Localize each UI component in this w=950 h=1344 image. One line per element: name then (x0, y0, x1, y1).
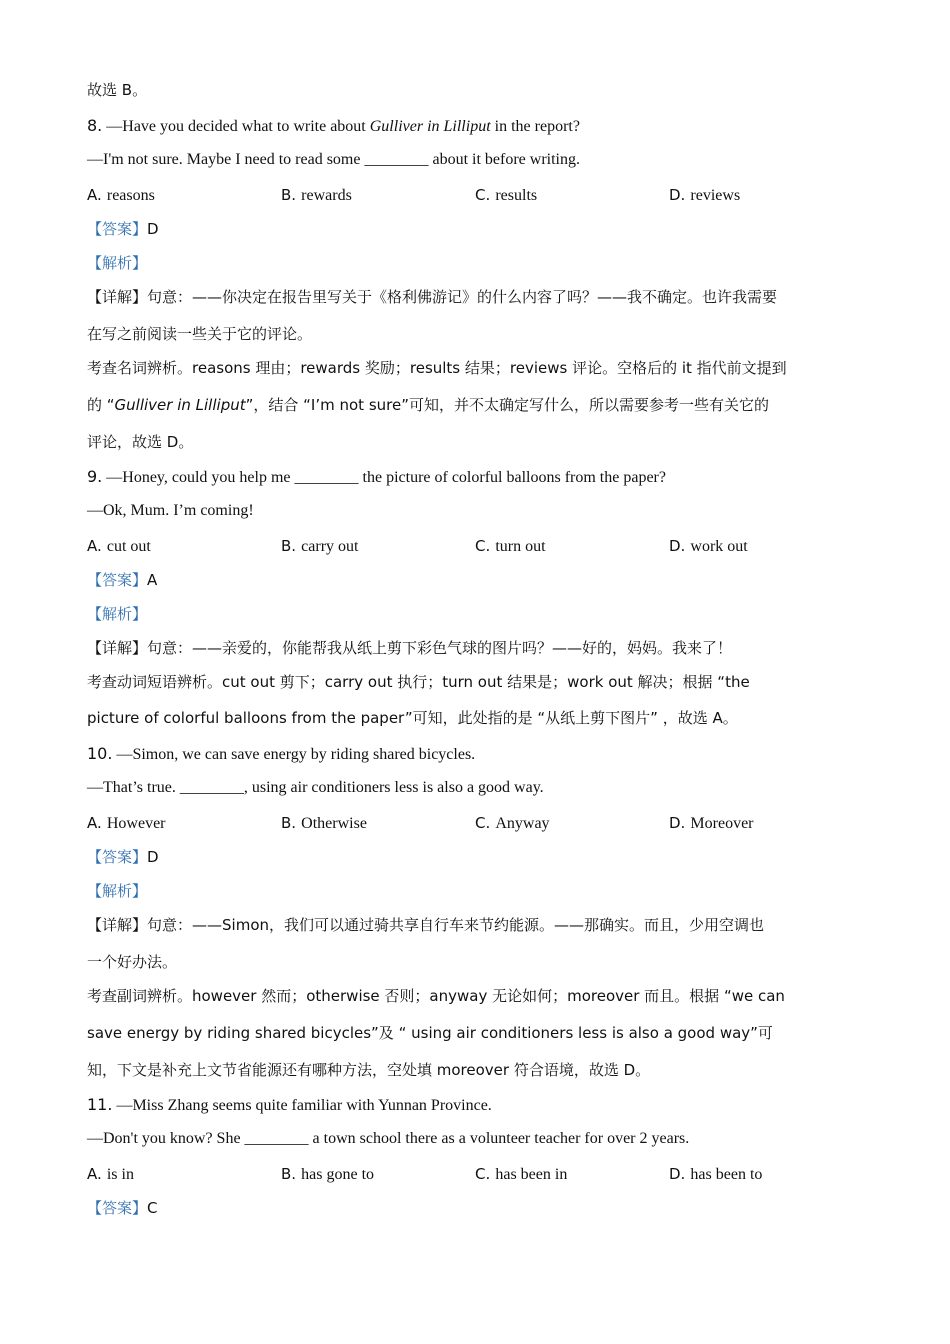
q9-option-c: C. turn out (475, 537, 546, 555)
q10-detail-line2: 一个好办法。 (87, 953, 178, 971)
q10-detail-line1: 【详解】句意：——Simon，我们可以通过骑共享自行车来节约能源。——那确实。而且，少用空调也 (87, 916, 765, 934)
q8-option-b: B. rewards (281, 186, 352, 204)
q10-option-b: B. Otherwise (281, 814, 367, 832)
q11-stem-line1: 11. —Miss Zhang seems quite familiar with Yunnan Province. (87, 1095, 492, 1114)
q10-explanation-line2: save energy by riding shared bicycles”及 “ using air conditioners less is also a good way”可 (87, 1024, 773, 1042)
q9-analysis-label: 【解析】 (87, 605, 148, 623)
q11-option-a: A. is in (87, 1165, 134, 1183)
q9-stem-line2: —Ok, Mum. I’m coming! (87, 502, 254, 519)
q9-explanation-line2: picture of colorful balloons from the paper”可知，此处指的是 “从纸上剪下图片” ，故选 A。 (87, 709, 738, 727)
q8-detail-line2: 在写之前阅读一些关于它的评论。 (87, 325, 313, 343)
q8-option-c: C. results (475, 186, 538, 204)
q8-explanation-line1: 考查名词辨析。reasons 理由；rewards 奖励；results 结果；reviews 评论。空格后的 it 指代前文提到 (87, 359, 787, 377)
q11-option-c: C. has been in (475, 1165, 568, 1183)
q11-answer: 【答案】C (87, 1199, 158, 1217)
q8-explanation-line2: 的 “Gulliver in Lilliput”，结合 “I’m not sure”可知，并不太确定写什么，所以需要参考一些有关它的 (87, 396, 769, 414)
q10-option-a: A. However (87, 814, 166, 832)
q10-answer: 【答案】D (87, 848, 159, 866)
q10-option-d: D. Moreover (669, 814, 754, 832)
q9-explanation-line1: 考查动词短语辨析。cut out 剪下；carry out 执行；turn out 结果是；work out 解决；根据 “the (87, 673, 750, 691)
q11-options (87, 1164, 867, 1186)
q8-option-a: A. reasons (87, 186, 155, 204)
q11-option-b: B. has gone to (281, 1165, 375, 1183)
q9-option-a: A. cut out (87, 537, 151, 555)
q8-stem-line1: 8. —Have you decided what to write about Gulliver in Lilliput in the report? (87, 116, 580, 135)
q8-stem-line2: —I'm not sure. Maybe I need to read some ________ about it before writing. (87, 151, 580, 168)
q10-options (87, 813, 867, 835)
q8-options (87, 185, 867, 207)
q10-stem-line1: 10. —Simon, we can save energy by riding shared bicycles. (87, 744, 476, 763)
q10-analysis-label: 【解析】 (87, 882, 148, 900)
q8-explanation-line3: 评论，故选 D。 (87, 433, 194, 451)
q9-stem-line1: 9. —Honey, could you help me ________ the picture of colorful balloons from the paper? (87, 467, 666, 486)
q9-option-d: D. work out (669, 537, 748, 555)
q10-stem-line2: —That’s true. ________, using air conditioners less is also a good way. (87, 779, 544, 796)
q8-analysis-label: 【解析】 (87, 254, 148, 272)
q8-option-d: D. reviews (669, 186, 741, 204)
q10-option-c: C. Anyway (475, 814, 550, 832)
q9-detail-line1: 【详解】句意：——亲爱的，你能帮我从纸上剪下彩色气球的图片吗？——好的，妈妈。我来了！ (87, 639, 733, 657)
q11-stem-line2: —Don't you know? She ________ a town school there as a volunteer teacher for over 2 years. (87, 1130, 690, 1147)
q9-options (87, 536, 867, 558)
q9-option-b: B. carry out (281, 537, 359, 555)
q10-explanation-line1: 考查副词辨析。however 然而；otherwise 否则；anyway 无论如何；moreover 而且。根据 “we can (87, 987, 785, 1005)
previous-answer-line: 故选 B。 (87, 81, 148, 99)
q11-option-d: D. has been to (669, 1165, 763, 1183)
q8-answer: 【答案】D (87, 220, 159, 238)
q9-answer: 【答案】A (87, 571, 158, 589)
q10-explanation-line3: 知，下文是补充上文节省能源还有哪种方法，空处填 moreover 符合语境，故选 D。 (87, 1061, 651, 1079)
q8-detail-line1: 【详解】句意：——你决定在报告里写关于《格利佛游记》的什么内容了吗？——我不确定。也许我需要 (87, 288, 778, 306)
